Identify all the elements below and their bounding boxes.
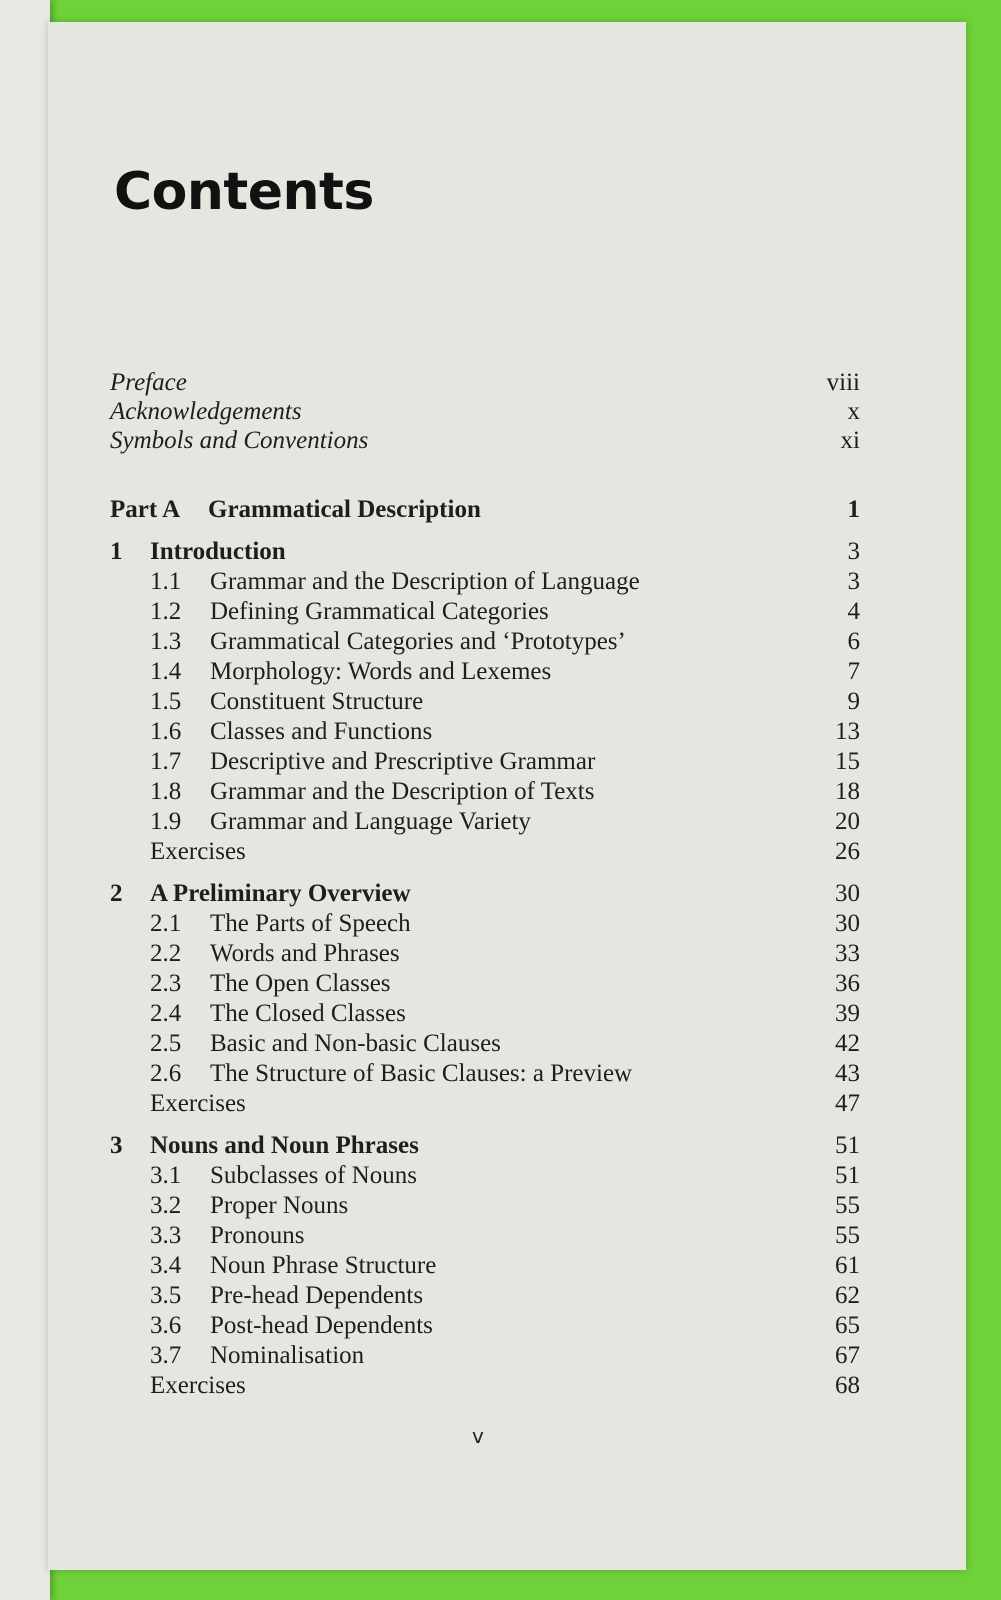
exercises-page: 47 — [835, 1090, 860, 1117]
section-number: 3.6 — [150, 1312, 182, 1339]
section-number: 1.7 — [150, 748, 182, 775]
front-matter-page: xi — [840, 427, 860, 454]
section-page: 51 — [835, 1162, 860, 1189]
section-entry — [110, 597, 860, 627]
section-entry — [110, 567, 860, 597]
section-number: 2.1 — [150, 910, 182, 937]
section-title: Descriptive and Prescriptive Grammar — [210, 748, 596, 775]
section-page: 13 — [835, 718, 860, 745]
section-page: 6 — [847, 628, 860, 655]
chapter-page: 3 — [847, 538, 860, 565]
section-page: 42 — [835, 1030, 860, 1057]
section-number: 1.2 — [150, 598, 182, 625]
section-entry — [110, 939, 860, 969]
section-title: Defining Grammatical Categories — [210, 598, 549, 625]
section-entry — [110, 807, 860, 837]
section-title: The Parts of Speech — [210, 910, 411, 937]
section-page: 18 — [835, 778, 860, 805]
section-entry — [110, 969, 860, 999]
section-title: The Structure of Basic Clauses: a Preview — [210, 1060, 633, 1087]
exercises-page: 68 — [835, 1372, 860, 1399]
section-page: 4 — [847, 598, 860, 625]
section-title: Subclasses of Nouns — [210, 1162, 417, 1189]
chapter-number: 1 — [110, 538, 123, 565]
section-title: Post-head Dependents — [210, 1312, 433, 1339]
front-matter-page: x — [847, 398, 860, 425]
section-page: 20 — [835, 808, 860, 835]
section-number: 2.5 — [150, 1030, 182, 1057]
part-label: Part A — [110, 496, 181, 523]
section-entry — [110, 1311, 860, 1341]
section-number: 1.5 — [150, 688, 182, 715]
exercises-entry — [110, 1371, 860, 1401]
section-number: 3.7 — [150, 1342, 182, 1369]
section-number: 1.3 — [150, 628, 182, 655]
section-title: The Closed Classes — [210, 1000, 406, 1027]
section-entry — [110, 1191, 860, 1221]
front-matter-label: Preface — [110, 369, 187, 396]
section-title: Grammar and Language Variety — [210, 808, 531, 835]
section-number: 1.6 — [150, 718, 182, 745]
chapter-list — [110, 537, 860, 1401]
front-matter-entry — [110, 368, 860, 397]
section-title: Grammar and the Description of Texts — [210, 778, 595, 805]
chapter-heading — [110, 537, 860, 567]
front-matter-label: Acknowledgements — [110, 398, 302, 425]
chapter-heading — [110, 1131, 860, 1161]
exercises-label: Exercises — [150, 838, 246, 865]
section-number: 1.9 — [150, 808, 182, 835]
front-matter-entry — [110, 426, 860, 455]
section-title: Noun Phrase Structure — [210, 1252, 437, 1279]
section-page: 3 — [847, 568, 860, 595]
exercises-page: 26 — [835, 838, 860, 865]
section-number: 3.5 — [150, 1282, 182, 1309]
section-entry — [110, 1059, 860, 1089]
section-page: 15 — [835, 748, 860, 775]
exercises-label: Exercises — [150, 1372, 246, 1399]
section-title: Pre-head Dependents — [210, 1282, 424, 1309]
page-title: Contents — [114, 162, 374, 222]
table-of-contents — [110, 368, 860, 1401]
section-entry — [110, 1251, 860, 1281]
facing-page-edge — [0, 0, 50, 1600]
chapter-title: Introduction — [150, 538, 286, 565]
exercises-entry — [110, 837, 860, 867]
section-number: 2.3 — [150, 970, 182, 997]
section-page: 65 — [835, 1312, 860, 1339]
part-page: 1 — [847, 496, 860, 523]
section-title: Grammatical Categories and ‘Prototypes’ — [210, 628, 626, 655]
section-number: 2.2 — [150, 940, 182, 967]
chapter-page: 30 — [835, 880, 860, 907]
section-number: 3.2 — [150, 1192, 182, 1219]
section-number: 3.4 — [150, 1252, 182, 1279]
section-entry — [110, 747, 860, 777]
section-page: 39 — [835, 1000, 860, 1027]
section-entry — [110, 717, 860, 747]
section-entry — [110, 777, 860, 807]
section-page: 67 — [835, 1342, 860, 1369]
section-entry — [110, 1341, 860, 1371]
section-number: 1.8 — [150, 778, 182, 805]
section-title: Grammar and the Description of Language — [210, 568, 640, 595]
section-title: Proper Nouns — [210, 1192, 349, 1219]
section-title: The Open Classes — [210, 970, 391, 997]
section-page: 9 — [847, 688, 860, 715]
section-title: Morphology: Words and Lexemes — [210, 658, 552, 685]
section-title: Pronouns — [210, 1222, 305, 1249]
section-entry — [110, 1029, 860, 1059]
front-matter-label: Symbols and Conventions — [110, 427, 369, 454]
front-matter-entry — [110, 397, 860, 426]
section-title: Nominalisation — [210, 1342, 365, 1369]
front-matter-list — [110, 368, 860, 455]
section-page: 43 — [835, 1060, 860, 1087]
section-page: 7 — [847, 658, 860, 685]
chapter-number: 2 — [110, 880, 123, 907]
section-entry — [110, 657, 860, 687]
book-page — [48, 22, 966, 1570]
section-entry — [110, 627, 860, 657]
page-folio: v — [472, 1424, 484, 1448]
chapter-title: Nouns and Noun Phrases — [150, 1132, 419, 1159]
section-page: 33 — [835, 940, 860, 967]
part-title: Grammatical Description — [208, 496, 481, 523]
section-entry — [110, 1281, 860, 1311]
section-entry — [110, 999, 860, 1029]
section-number: 1.1 — [150, 568, 182, 595]
section-title: Words and Phrases — [210, 940, 400, 967]
chapter-title: A Preliminary Overview — [150, 880, 411, 907]
section-entry — [110, 909, 860, 939]
part-heading — [110, 495, 860, 525]
section-number: 3.1 — [150, 1162, 182, 1189]
chapter-page: 51 — [835, 1132, 860, 1159]
front-matter-page: viii — [826, 369, 860, 396]
section-entry — [110, 1221, 860, 1251]
exercises-label: Exercises — [150, 1090, 246, 1117]
section-title: Constituent Structure — [210, 688, 424, 715]
section-number: 3.3 — [150, 1222, 182, 1249]
section-page: 36 — [835, 970, 860, 997]
chapter-number: 3 — [110, 1132, 123, 1159]
section-page: 62 — [835, 1282, 860, 1309]
section-page: 61 — [835, 1252, 860, 1279]
section-page: 55 — [835, 1222, 860, 1249]
section-number: 2.4 — [150, 1000, 182, 1027]
section-page: 55 — [835, 1192, 860, 1219]
section-entry — [110, 1161, 860, 1191]
section-title: Classes and Functions — [210, 718, 433, 745]
section-number: 2.6 — [150, 1060, 182, 1087]
chapter-heading — [110, 879, 860, 909]
section-number: 1.4 — [150, 658, 182, 685]
section-entry — [110, 687, 860, 717]
section-title: Basic and Non-basic Clauses — [210, 1030, 501, 1057]
section-page: 30 — [835, 910, 860, 937]
exercises-entry — [110, 1089, 860, 1119]
